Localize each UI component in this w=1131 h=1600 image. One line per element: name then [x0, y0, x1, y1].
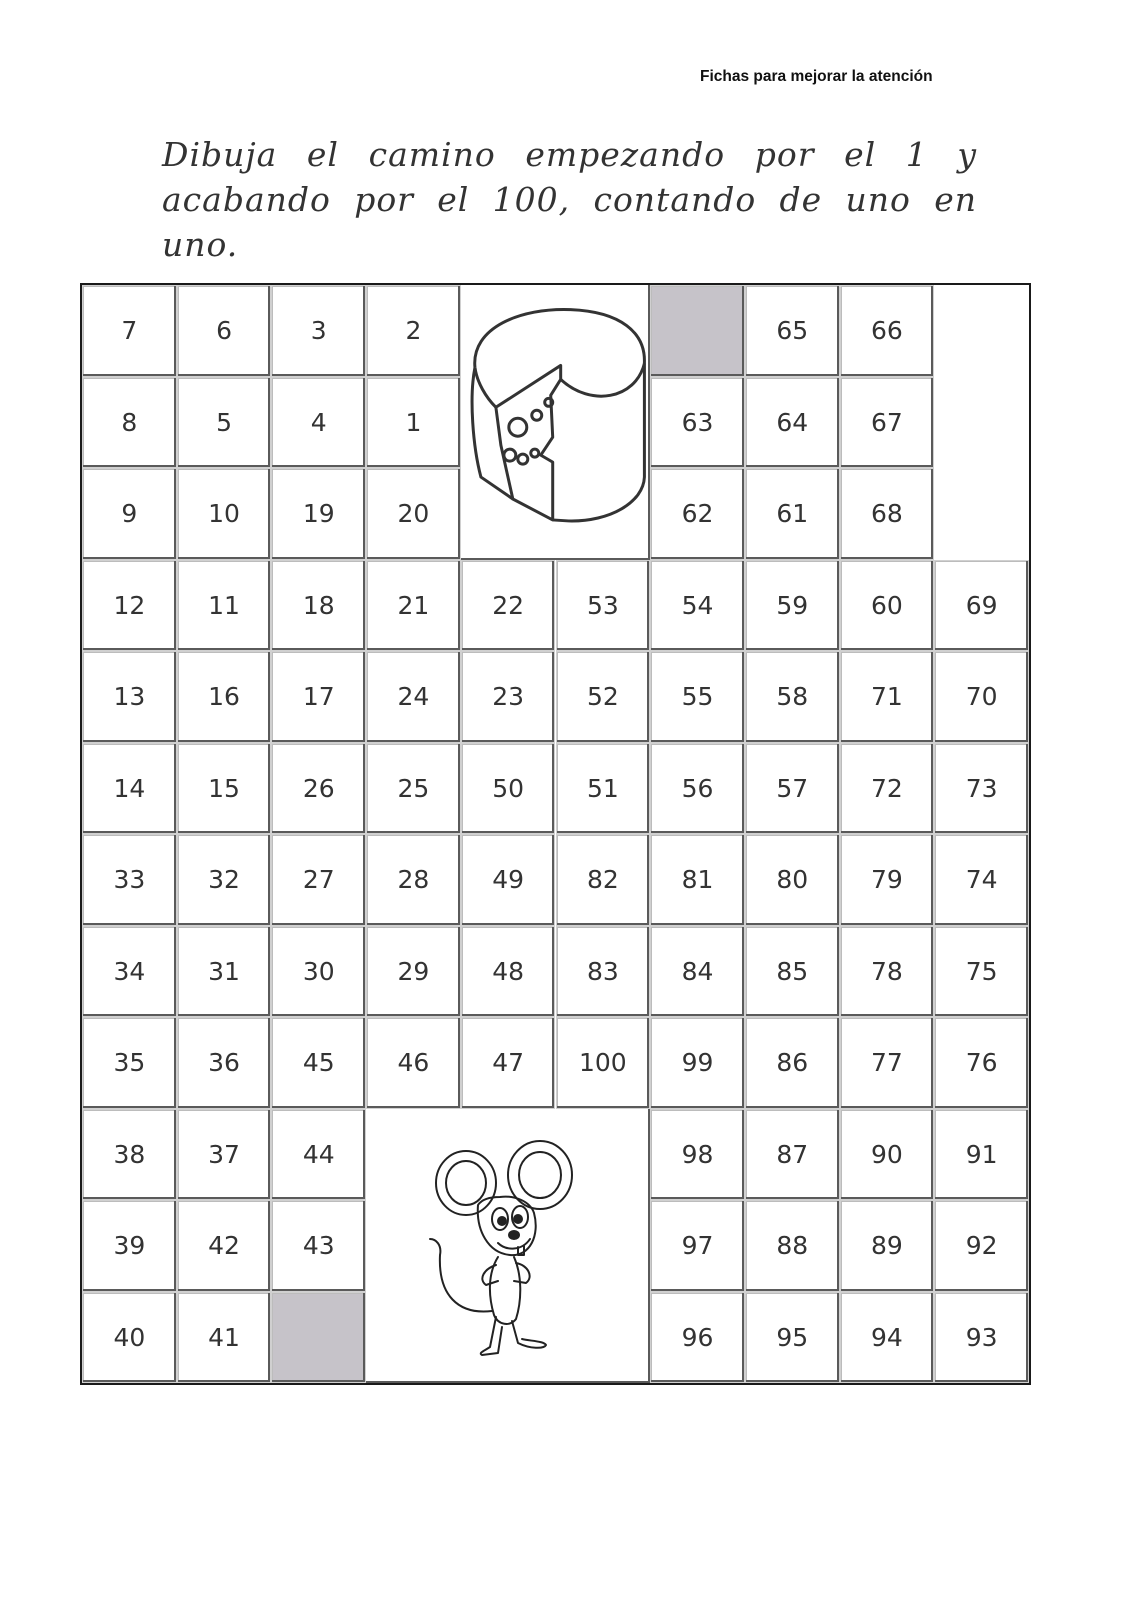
maze-number-cell: 1	[366, 377, 461, 469]
maze-number-cell: 54	[650, 560, 745, 652]
maze-number-cell: 28	[366, 834, 461, 926]
maze-number-cell: 66	[840, 285, 935, 377]
maze-number-cell: 46	[366, 1017, 461, 1109]
maze-number-cell: 99	[650, 1017, 745, 1109]
maze-number-cell: 34	[82, 926, 177, 1018]
maze-number-cell: 69	[934, 560, 1029, 652]
maze-number-cell: 18	[271, 560, 366, 652]
maze-number-cell: 13	[82, 651, 177, 743]
maze-number-cell: 3	[271, 285, 366, 377]
maze-number-cell: 67	[840, 377, 935, 469]
maze-number-cell: 24	[366, 651, 461, 743]
maze-number-cell: 38	[82, 1109, 177, 1201]
maze-number-cell: 9	[82, 468, 177, 560]
maze-number-cell: 90	[840, 1109, 935, 1201]
maze-number-cell: 77	[840, 1017, 935, 1109]
maze-number-cell: 76	[934, 1017, 1029, 1109]
maze-number-cell: 86	[745, 1017, 840, 1109]
maze-number-cell: 48	[461, 926, 556, 1018]
maze-number-cell: 6	[177, 285, 272, 377]
maze-number-cell: 25	[366, 743, 461, 835]
maze-number-cell: 68	[840, 468, 935, 560]
maze-number-cell: 71	[840, 651, 935, 743]
cheese-icon	[461, 285, 650, 560]
maze-number-cell: 83	[556, 926, 651, 1018]
maze-number-cell: 42	[177, 1200, 272, 1292]
maze-number-cell: 79	[840, 834, 935, 926]
mouse-icon	[418, 1135, 578, 1365]
maze-number-cell: 35	[82, 1017, 177, 1109]
maze-number-cell: 97	[650, 1200, 745, 1292]
maze-number-cell: 5	[177, 377, 272, 469]
maze-number-cell: 41	[177, 1292, 272, 1384]
maze-number-cell: 49	[461, 834, 556, 926]
maze-number-cell: 91	[934, 1109, 1029, 1201]
maze-number-cell: 84	[650, 926, 745, 1018]
maze-number-cell: 82	[556, 834, 651, 926]
maze-number-cell: 92	[934, 1200, 1029, 1292]
maze-number-cell: 20	[366, 468, 461, 560]
maze-number-cell: 61	[745, 468, 840, 560]
maze-number-cell: 12	[82, 560, 177, 652]
maze-number-cell: 45	[271, 1017, 366, 1109]
maze-number-cell: 21	[366, 560, 461, 652]
maze-number-cell: 59	[745, 560, 840, 652]
maze-number-cell: 7	[82, 285, 177, 377]
maze-number-cell: 30	[271, 926, 366, 1018]
maze-number-cell: 70	[934, 651, 1029, 743]
maze-number-cell: 39	[82, 1200, 177, 1292]
page-header-title: Fichas para mejorar la atención	[700, 68, 933, 85]
maze-number-cell: 95	[745, 1292, 840, 1384]
maze-number-cell: 64	[745, 377, 840, 469]
maze-number-cell: 93	[934, 1292, 1029, 1384]
maze-number-cell: 75	[934, 926, 1029, 1018]
maze-number-cell: 33	[82, 834, 177, 926]
maze-number-cell: 22	[461, 560, 556, 652]
cheese-image	[461, 285, 650, 560]
maze-number-cell: 37	[177, 1109, 272, 1201]
maze-number-cell: 96	[650, 1292, 745, 1384]
maze-number-cell: 58	[745, 651, 840, 743]
maze-number-cell: 52	[556, 651, 651, 743]
maze-number-cell: 26	[271, 743, 366, 835]
maze-number-cell: 57	[745, 743, 840, 835]
maze-number-cell: 87	[745, 1109, 840, 1201]
maze-number-cell: 50	[461, 743, 556, 835]
maze-number-cell: 80	[745, 834, 840, 926]
maze-number-cell: 14	[82, 743, 177, 835]
maze-number-cell: 19	[271, 468, 366, 560]
maze-number-cell: 100	[556, 1017, 651, 1109]
maze-number-cell: 56	[650, 743, 745, 835]
maze-number-cell: 32	[177, 834, 272, 926]
maze-number-cell: 98	[650, 1109, 745, 1201]
maze-number-cell: 27	[271, 834, 366, 926]
maze-number-cell: 16	[177, 651, 272, 743]
maze-number-cell: 4	[271, 377, 366, 469]
number-maze-grid	[80, 283, 1031, 1385]
maze-number-cell: 65	[745, 285, 840, 377]
maze-number-cell: 55	[650, 651, 745, 743]
maze-number-cell: 47	[461, 1017, 556, 1109]
maze-number-cell: 40	[82, 1292, 177, 1384]
maze-number-cell: 10	[177, 468, 272, 560]
maze-number-cell: 23	[461, 651, 556, 743]
maze-number-cell: 53	[556, 560, 651, 652]
maze-number-cell: 51	[556, 743, 651, 835]
instructions-text: Dibuja el camino empezando por el 1 y acabando por el 100, contando de uno en uno.	[162, 135, 977, 264]
maze-number-cell: 85	[745, 926, 840, 1018]
blank-cell	[271, 1292, 366, 1384]
maze-number-cell: 44	[271, 1109, 366, 1201]
maze-number-cell: 2	[366, 285, 461, 377]
maze-number-cell: 94	[840, 1292, 935, 1384]
maze-number-cell: 36	[177, 1017, 272, 1109]
maze-number-cell: 89	[840, 1200, 935, 1292]
maze-number-cell: 17	[271, 651, 366, 743]
maze-number-cell: 63	[650, 377, 745, 469]
maze-number-cell: 31	[177, 926, 272, 1018]
maze-number-cell: 15	[177, 743, 272, 835]
maze-number-cell: 11	[177, 560, 272, 652]
maze-number-cell: 78	[840, 926, 935, 1018]
maze-number-cell: 73	[934, 743, 1029, 835]
maze-number-cell: 74	[934, 834, 1029, 926]
maze-number-cell: 29	[366, 926, 461, 1018]
maze-number-cell: 62	[650, 468, 745, 560]
maze-number-cell: 8	[82, 377, 177, 469]
maze-number-cell: 60	[840, 560, 935, 652]
maze-number-cell: 88	[745, 1200, 840, 1292]
maze-number-cell: 72	[840, 743, 935, 835]
maze-number-cell: 43	[271, 1200, 366, 1292]
blank-cell	[650, 285, 745, 377]
maze-number-cell: 81	[650, 834, 745, 926]
mouse-image	[366, 1109, 650, 1384]
